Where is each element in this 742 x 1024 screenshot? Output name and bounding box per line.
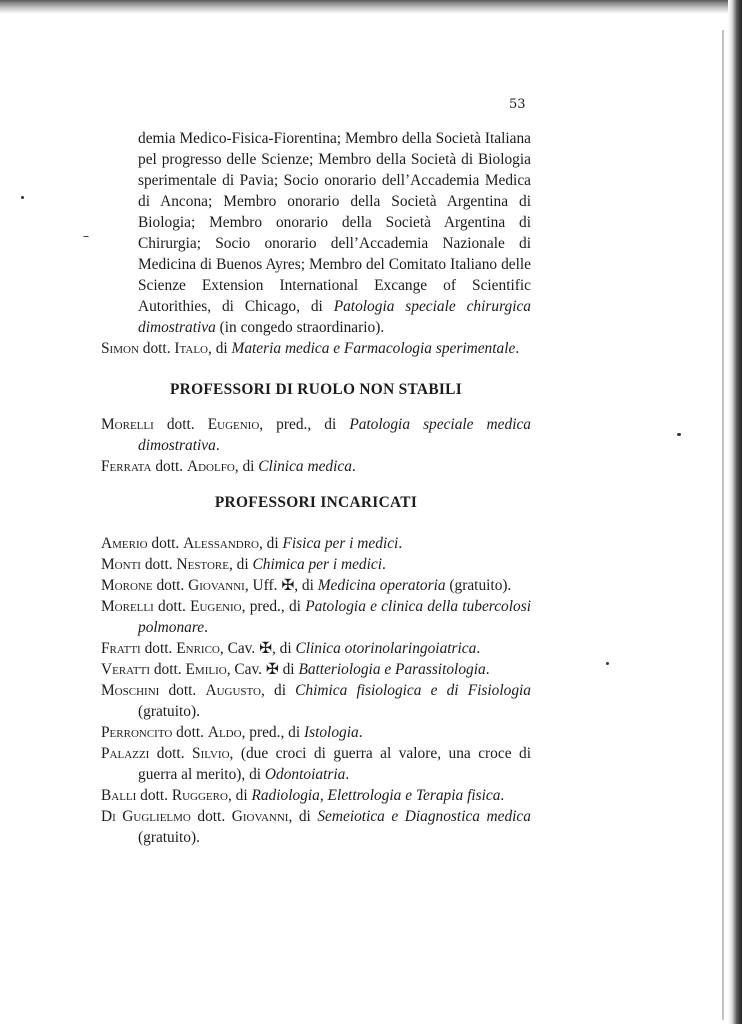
faculty-entry xyxy=(101,743,531,785)
faculty-entry xyxy=(101,638,531,659)
entry-subject: Materia medica e Farmacologia sperimentale xyxy=(231,340,516,357)
entry-subject: Patologia speciale medica dimostrativa xyxy=(138,416,531,454)
entry-detail: , di xyxy=(258,535,283,552)
scan-speck xyxy=(83,236,89,237)
entry-subject: Chimica fisiologica e di Fisiologia xyxy=(295,682,532,699)
entry-subject: Clinica medica xyxy=(258,458,352,475)
entry-surname: Di Guglielmo xyxy=(101,808,191,825)
entry-post: . xyxy=(345,766,350,783)
entry-given-name: Alessandro xyxy=(183,535,259,552)
faculty-entry xyxy=(101,806,531,848)
entry-given-name: Adolfo xyxy=(186,458,235,475)
entry-given-name: Augusto xyxy=(205,682,261,699)
entries-non-stabili xyxy=(101,414,531,477)
entry-detail: , di xyxy=(288,808,318,825)
entry-given-name: Silvio xyxy=(192,745,230,762)
entry-given-name: Giovanni xyxy=(231,808,289,825)
entry-post: . xyxy=(398,535,403,552)
entry-post: . xyxy=(515,340,520,357)
entry-detail: , Uff. ✠, di xyxy=(244,577,318,594)
intro-text: demia Medico-Fisica-Fiorentina; Membro della Società Italiana pel progresso delle Scienze; Membro della Società di Biologia sperimentale di Pavia; Socio onorario dell’Accademia Medica di Ancona; Membro onorario della Società Argentina di Biologia; Membro onorario della Società Argentina di Chirurgia; Socio onorario dell’Accademia Nazionale di Medicina di Buenos Ayres; Membro del Comitato Italiano delle Scienze Extension International Excange of Scientific Autorithies, di Chicago, di xyxy=(138,130,531,315)
intro-text-end: (in congedo straordinario). xyxy=(215,319,385,336)
entry-post: . xyxy=(351,458,356,475)
entry-detail: , di xyxy=(228,556,253,573)
entry-title: dott. xyxy=(197,808,226,825)
entry-subject: Istologia xyxy=(303,724,359,741)
entry-title: dott. xyxy=(142,340,171,357)
entry-given-name: Eugenio xyxy=(190,598,242,615)
scan-speck xyxy=(21,196,24,199)
entry-post: . xyxy=(485,661,490,678)
faculty-entry xyxy=(101,785,531,806)
entry-surname: Perroncito xyxy=(101,724,173,741)
entry-post: . xyxy=(500,787,505,804)
entry-detail: , Cav. ✠ di xyxy=(226,661,299,678)
entry-subject: Patologia e clinica della tubercolosi polmonare xyxy=(138,598,531,636)
entry-surname: Fratti xyxy=(101,640,141,657)
entry-post: . xyxy=(215,437,220,454)
entry-title: dott. xyxy=(144,640,173,657)
entry-given-name: Eugenio xyxy=(207,416,260,433)
entry-subject: Odontoiatria xyxy=(264,766,346,783)
entry-subject: Clinica otorinolaringoiatrica xyxy=(295,640,477,657)
entry-title: dott. xyxy=(168,682,197,699)
entry-post: . xyxy=(476,640,481,657)
entry-post: . xyxy=(204,619,208,636)
entry-surname: Ferrata xyxy=(101,458,152,475)
entry-detail: , (due croci di guerra al valore, una croce di guerra al merito), di xyxy=(138,745,531,783)
entry-title: dott. xyxy=(176,724,204,741)
entry-surname: Veratti xyxy=(101,661,150,678)
entry-subject: Fisica per i medici xyxy=(282,535,399,552)
entry-detail: , pred., di xyxy=(259,416,350,433)
entry-surname: Moschini xyxy=(101,682,160,699)
entry-title: dott. xyxy=(156,577,185,594)
entry-title: dott. xyxy=(140,787,168,804)
entry-surname: Morelli xyxy=(101,416,154,433)
faculty-entry xyxy=(101,722,531,743)
entry-title: dott. xyxy=(158,598,186,615)
scan-right-edge xyxy=(728,0,742,1024)
entry-given-name: Giovanni xyxy=(188,577,245,594)
faculty-entry-simon xyxy=(101,338,531,359)
faculty-entry xyxy=(101,533,531,554)
scan-speck xyxy=(606,662,609,665)
faculty-entry xyxy=(101,575,531,596)
entry-detail: , di xyxy=(227,787,252,804)
section-heading-incaricati: PROFESSORI INCARICATI xyxy=(214,494,418,511)
entry-subject: Batteriologia e Parassitologia xyxy=(298,661,486,678)
entry-post: . xyxy=(382,556,386,573)
entry-title: dott. xyxy=(153,661,182,678)
entry-given-name: Italo xyxy=(174,340,208,357)
entry-given-name: Aldo xyxy=(207,724,242,741)
entry-title: dott. xyxy=(156,745,185,762)
entry-post: . xyxy=(358,724,363,741)
entry-detail: , di xyxy=(208,340,232,357)
entries-incaricati xyxy=(101,533,531,848)
entry-surname: Palazzi xyxy=(101,745,150,762)
entry-title: dott. xyxy=(144,556,173,573)
entry-detail: , pred., di xyxy=(241,724,304,741)
faculty-entry xyxy=(101,554,531,575)
faculty-entry xyxy=(101,680,531,722)
entry-given-name: Emilio xyxy=(185,661,227,678)
scan-top-edge xyxy=(0,0,742,14)
faculty-entry xyxy=(101,596,531,638)
entry-post: (gratuito). xyxy=(138,703,200,720)
page-body xyxy=(101,128,531,848)
entry-detail: , di xyxy=(234,458,259,475)
entry-subject: Radiologia, Elettrologia e Terapia fisica xyxy=(251,787,501,804)
entry-post: (gratuito). xyxy=(138,829,200,846)
entry-given-name: Nestore xyxy=(176,556,229,573)
entry-title: dott. xyxy=(155,458,184,475)
entry-subject: Chimica per i medici xyxy=(252,556,382,573)
scan-speck xyxy=(677,433,681,436)
intro-continuation xyxy=(101,128,531,338)
entry-surname: Morelli xyxy=(101,598,154,615)
entry-detail: , pred., di xyxy=(241,598,306,615)
entry-given-name: Ruggero xyxy=(171,787,228,804)
entry-surname: Simon xyxy=(101,340,139,357)
faculty-entry xyxy=(101,659,531,680)
section-heading-non-stabili: PROFESSORI DI RUOLO NON STABILI xyxy=(169,381,463,398)
entry-title: dott. xyxy=(166,416,195,433)
entry-surname: Amerio xyxy=(101,535,148,552)
faculty-entry xyxy=(101,414,531,456)
entry-post: (gratuito). xyxy=(445,577,512,594)
entry-surname: Balli xyxy=(101,787,137,804)
scan-binding-line xyxy=(722,30,724,1020)
entry-title: dott. xyxy=(151,535,180,552)
entry-detail: , Cav. ✠, di xyxy=(219,640,296,657)
entry-surname: Morone xyxy=(101,577,153,594)
entry-given-name: Enrico xyxy=(176,640,220,657)
entry-subject: Semeiotica e Diagnostica medica xyxy=(317,808,531,825)
entry-detail: , di xyxy=(260,682,296,699)
faculty-entry xyxy=(101,456,531,477)
intro-subject: Patologia speciale chirurgica dimostrativa xyxy=(138,298,531,336)
entry-surname: Monti xyxy=(101,556,141,573)
page-number: 53 xyxy=(509,97,526,112)
entry-subject: Medicina operatoria xyxy=(317,577,446,594)
